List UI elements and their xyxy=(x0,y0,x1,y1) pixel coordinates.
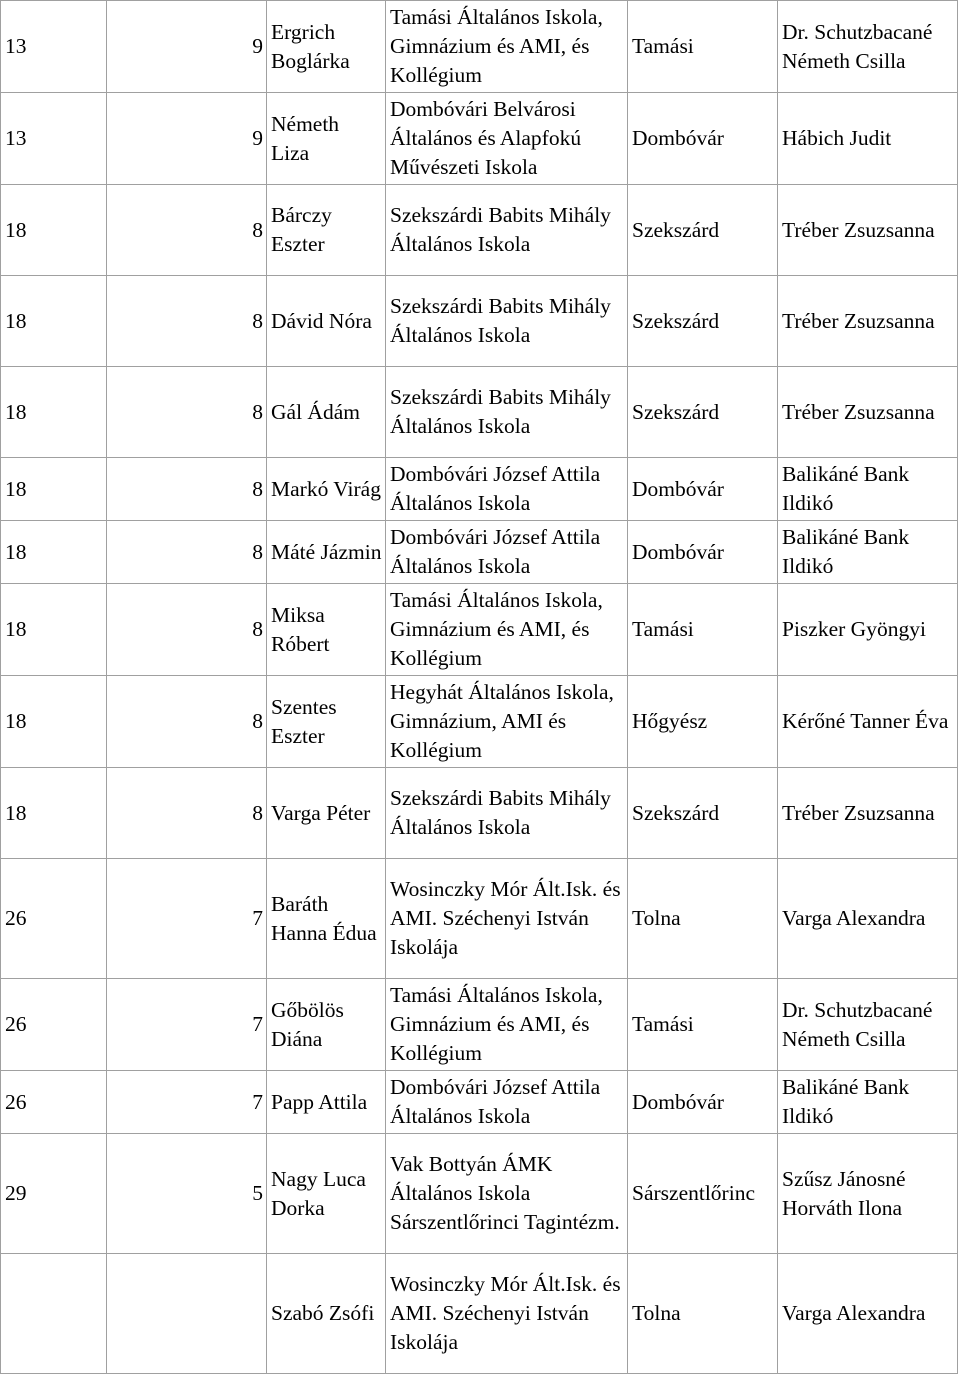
points-cell xyxy=(107,1254,267,1374)
points-text: 8 xyxy=(252,476,263,501)
table-row xyxy=(1,185,958,276)
table-row xyxy=(1,93,958,185)
rank-cell xyxy=(1,458,107,521)
rank-text: 18 xyxy=(5,539,27,564)
teacher-text: Szűsz Jánosné Horváth Ilona xyxy=(782,1166,906,1220)
town-text: Tolna xyxy=(632,906,681,930)
school-text: Dombóvári Belvárosi Általános és Alapfokú Művészeti Iskola xyxy=(390,97,582,179)
name-cell xyxy=(267,979,386,1071)
points-cell xyxy=(107,367,267,458)
teacher-text: Dr. Schutzbacané Németh Csilla xyxy=(782,997,933,1051)
points-text: 8 xyxy=(252,308,263,333)
teacher-text: Varga Alexandra xyxy=(782,906,926,930)
rank-cell xyxy=(1,367,107,458)
town-text: Szekszárd xyxy=(632,399,720,424)
school-text: Hegyhát Általános Iskola, Gimnázium, AMI és Kollégium xyxy=(390,680,614,762)
rank-text: 13 xyxy=(5,126,27,150)
rank-cell xyxy=(1,93,107,185)
town-cell xyxy=(628,367,778,458)
points-text: 7 xyxy=(252,906,263,930)
rank-text: 18 xyxy=(5,800,27,825)
points-text: 8 xyxy=(252,539,263,564)
points-text: 7 xyxy=(252,1012,263,1036)
points-cell xyxy=(107,93,267,185)
town-cell xyxy=(628,185,778,276)
teacher-cell xyxy=(778,676,958,768)
town-cell xyxy=(628,1,778,93)
school-cell xyxy=(386,458,628,521)
points-text: 9 xyxy=(252,34,263,58)
school-text: Wosinczky Mór Ált.Isk. és AMI. Széchenyi István Iskolája xyxy=(390,877,621,959)
school-cell xyxy=(386,1134,628,1254)
results-table-body xyxy=(1,1,958,1374)
name-cell xyxy=(267,768,386,859)
table-row xyxy=(1,521,958,584)
teacher-cell xyxy=(778,185,958,276)
school-text: Szekszárdi Babits Mihály Általános Iskola xyxy=(390,385,611,438)
town-text: Dombóvár xyxy=(632,539,724,564)
school-text: Dombóvári József Attila Általános Iskola xyxy=(390,1075,601,1128)
name-cell xyxy=(267,1134,386,1254)
town-cell xyxy=(628,584,778,676)
school-cell xyxy=(386,367,628,458)
school-text: Dombóvári József Attila Általános Iskola xyxy=(390,462,601,515)
town-text: Szekszárd xyxy=(632,217,720,242)
town-text: Sárszentlőrinc xyxy=(632,1181,755,1205)
school-cell xyxy=(386,93,628,185)
teacher-cell xyxy=(778,584,958,676)
town-cell xyxy=(628,768,778,859)
name-text: Papp Attila xyxy=(271,1089,368,1114)
school-text: Dombóvári József Attila Általános Iskola xyxy=(390,525,601,578)
teacher-cell xyxy=(778,458,958,521)
rank-text: 29 xyxy=(5,1181,27,1205)
teacher-cell xyxy=(778,768,958,859)
points-text: 5 xyxy=(252,1181,263,1205)
name-text: Miksa Róbert xyxy=(271,602,330,656)
table-row xyxy=(1,768,958,859)
rank-cell xyxy=(1,979,107,1071)
points-text: 7 xyxy=(252,1089,263,1114)
name-cell xyxy=(267,584,386,676)
town-cell xyxy=(628,521,778,584)
points-cell xyxy=(107,584,267,676)
teacher-text: Tréber Zsuzsanna xyxy=(782,217,935,242)
table-row xyxy=(1,1071,958,1134)
name-cell xyxy=(267,1071,386,1134)
school-text: Szekszárdi Babits Mihály Általános Iskola xyxy=(390,203,611,256)
teacher-cell xyxy=(778,93,958,185)
teacher-cell xyxy=(778,367,958,458)
town-cell xyxy=(628,676,778,768)
points-cell xyxy=(107,521,267,584)
name-text: Szabó Zsófi xyxy=(271,1301,375,1325)
teacher-cell xyxy=(778,521,958,584)
teacher-cell xyxy=(778,1254,958,1374)
points-cell xyxy=(107,859,267,979)
name-cell xyxy=(267,276,386,367)
teacher-text: Varga Alexandra xyxy=(782,1301,926,1325)
name-cell xyxy=(267,458,386,521)
name-text: Varga Péter xyxy=(271,800,371,825)
teacher-text: Dr. Schutzbacané Németh Csilla xyxy=(782,19,933,73)
rank-cell xyxy=(1,676,107,768)
teacher-text: Tréber Zsuzsanna xyxy=(782,308,935,333)
rank-cell xyxy=(1,859,107,979)
school-text: Tamási Általános Iskola, Gimnázium és AMI, és Kollégium xyxy=(390,5,603,87)
school-cell xyxy=(386,1,628,93)
points-cell xyxy=(107,979,267,1071)
name-cell xyxy=(267,185,386,276)
name-cell xyxy=(267,93,386,185)
teacher-text: Balikáné Bank Ildikó xyxy=(782,1075,910,1128)
school-text: Szekszárdi Babits Mihály Általános Iskola xyxy=(390,294,611,347)
table-row xyxy=(1,1134,958,1254)
name-cell xyxy=(267,1254,386,1374)
rank-text: 18 xyxy=(5,217,27,242)
town-cell xyxy=(628,458,778,521)
town-text: Tolna xyxy=(632,1301,681,1325)
name-text: Németh Liza xyxy=(271,111,340,165)
name-cell xyxy=(267,676,386,768)
school-cell xyxy=(386,979,628,1071)
teacher-text: Balikáné Bank Ildikó xyxy=(782,462,910,515)
rank-cell xyxy=(1,1071,107,1134)
rank-text: 18 xyxy=(5,399,27,424)
points-text: 8 xyxy=(252,217,263,242)
town-text: Tamási xyxy=(632,1012,694,1036)
rank-text: 13 xyxy=(5,34,27,58)
school-cell xyxy=(386,1254,628,1374)
rank-text: 18 xyxy=(5,476,27,501)
town-cell xyxy=(628,859,778,979)
name-text: Máté Jázmin xyxy=(271,539,382,564)
table-row xyxy=(1,367,958,458)
name-text: Gál Ádám xyxy=(271,399,360,424)
school-cell xyxy=(386,1071,628,1134)
name-text: Baráth Hanna Édua xyxy=(271,891,377,945)
town-text: Szekszárd xyxy=(632,308,720,333)
rank-text: 18 xyxy=(5,617,27,641)
table-row xyxy=(1,458,958,521)
teacher-text: Balikáné Bank Ildikó xyxy=(782,525,910,578)
table-row xyxy=(1,1,958,93)
points-text: 8 xyxy=(252,399,263,424)
school-cell xyxy=(386,584,628,676)
town-cell xyxy=(628,1254,778,1374)
points-text: 8 xyxy=(252,709,263,733)
rank-text: 18 xyxy=(5,308,27,333)
points-cell xyxy=(107,676,267,768)
town-cell xyxy=(628,93,778,185)
school-text: Tamási Általános Iskola, Gimnázium és AMI, és Kollégium xyxy=(390,588,603,670)
town-text: Tamási xyxy=(632,34,694,58)
points-text: 8 xyxy=(252,617,263,641)
school-cell xyxy=(386,859,628,979)
name-text: Ergrich Boglárka xyxy=(271,19,350,73)
points-cell xyxy=(107,185,267,276)
teacher-cell xyxy=(778,276,958,367)
teacher-text: Kérőné Tanner Éva xyxy=(782,709,949,733)
teacher-text: Tréber Zsuzsanna xyxy=(782,800,935,825)
points-cell xyxy=(107,768,267,859)
rank-cell xyxy=(1,1254,107,1374)
points-cell xyxy=(107,1134,267,1254)
table-row xyxy=(1,1254,958,1374)
teacher-cell xyxy=(778,1134,958,1254)
school-cell xyxy=(386,276,628,367)
teacher-text: Tréber Zsuzsanna xyxy=(782,399,935,424)
rank-text: 26 xyxy=(5,1089,27,1114)
school-text: Wosinczky Mór Ált.Isk. és AMI. Széchenyi István Iskolája xyxy=(390,1272,621,1354)
points-text: 8 xyxy=(252,800,263,825)
town-text: Dombóvár xyxy=(632,1089,724,1114)
name-cell xyxy=(267,521,386,584)
name-text: Gőbölös Diána xyxy=(271,997,344,1051)
town-text: Dombóvár xyxy=(632,476,724,501)
rank-cell xyxy=(1,185,107,276)
name-text: Nagy Luca Dorka xyxy=(271,1166,366,1220)
town-cell xyxy=(628,979,778,1071)
rank-text: 26 xyxy=(5,1012,27,1036)
town-cell xyxy=(628,1134,778,1254)
town-text: Tamási xyxy=(632,617,694,641)
school-text: Szekszárdi Babits Mihály Általános Iskola xyxy=(390,786,611,839)
name-text: Markó Virág xyxy=(271,476,381,501)
teacher-cell xyxy=(778,1,958,93)
town-cell xyxy=(628,1071,778,1134)
points-cell xyxy=(107,1071,267,1134)
school-cell xyxy=(386,676,628,768)
rank-cell xyxy=(1,521,107,584)
name-text: Dávid Nóra xyxy=(271,308,372,333)
points-cell xyxy=(107,458,267,521)
teacher-text: Piszker Gyöngyi xyxy=(782,617,926,641)
table-row xyxy=(1,859,958,979)
points-cell xyxy=(107,1,267,93)
name-cell xyxy=(267,1,386,93)
town-text: Szekszárd xyxy=(632,800,720,825)
teacher-text: Hábich Judit xyxy=(782,126,892,150)
rank-text: 26 xyxy=(5,906,27,930)
table-row xyxy=(1,676,958,768)
school-text: Tamási Általános Iskola, Gimnázium és AMI, és Kollégium xyxy=(390,983,603,1065)
rank-cell xyxy=(1,276,107,367)
teacher-cell xyxy=(778,859,958,979)
town-text: Hőgyész xyxy=(632,709,708,733)
table-row xyxy=(1,584,958,676)
teacher-cell xyxy=(778,1071,958,1134)
rank-text: 18 xyxy=(5,709,27,733)
town-cell xyxy=(628,276,778,367)
name-cell xyxy=(267,859,386,979)
school-cell xyxy=(386,185,628,276)
school-cell xyxy=(386,521,628,584)
town-text: Dombóvár xyxy=(632,126,724,150)
table-row xyxy=(1,979,958,1071)
rank-cell xyxy=(1,768,107,859)
name-text: Szentes Eszter xyxy=(271,694,337,748)
name-text: Bárczy Eszter xyxy=(271,203,332,256)
points-cell xyxy=(107,276,267,367)
school-cell xyxy=(386,768,628,859)
teacher-cell xyxy=(778,979,958,1071)
points-text: 9 xyxy=(252,126,263,150)
rank-cell xyxy=(1,1134,107,1254)
name-cell xyxy=(267,367,386,458)
rank-cell xyxy=(1,584,107,676)
school-text: Vak Bottyán ÁMK Általános Iskola Sárszentlőrinci Tagintézm. xyxy=(390,1152,620,1234)
table-row xyxy=(1,276,958,367)
rank-cell xyxy=(1,1,107,93)
